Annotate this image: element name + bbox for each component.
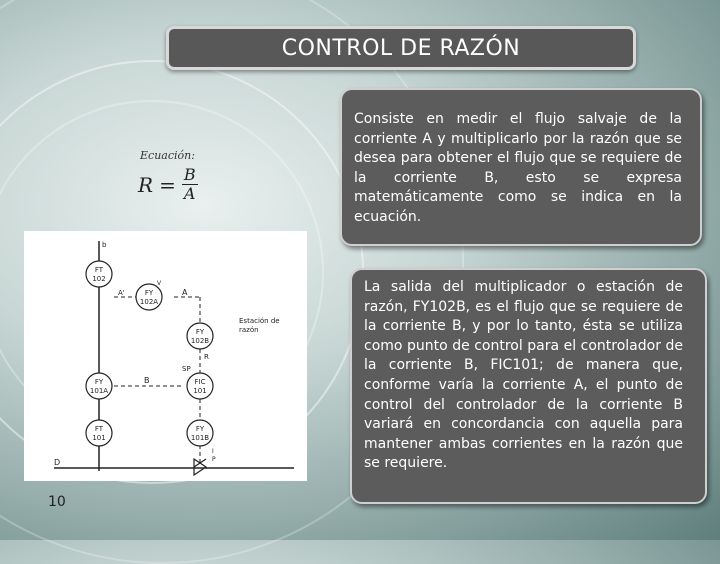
label-b: B <box>144 376 150 385</box>
label-b-small: b <box>102 241 107 249</box>
instrument-tag: FY <box>94 378 104 386</box>
instrument-tag: FY <box>144 289 154 297</box>
label-v: V <box>157 280 162 287</box>
instrument-num: 102A <box>139 298 159 306</box>
equation-operator: = <box>159 172 176 197</box>
description-text-1: Consiste en medir el flujo salvaje de la corriente A y multiplicarlo por la razón que se desea para obtener el flujo que se requiere de la corriente B, esto se expresa matemáticamente como se indica en la ecuación. <box>354 111 682 225</box>
instrument-num: 101A <box>89 387 109 395</box>
equation-numerator: B <box>183 165 196 184</box>
ft102-bubble <box>86 261 112 287</box>
instrument-tag: FY <box>195 328 205 336</box>
label-i: I <box>212 448 214 455</box>
station-label-2: razón <box>239 326 259 334</box>
equation-label: Ecuación: <box>140 149 195 162</box>
fy102a-bubble <box>136 284 162 310</box>
instrument-num: 101 <box>92 434 106 442</box>
description-box-1 <box>340 88 702 246</box>
slide-title-text: CONTROL DE RAZÓN <box>281 35 521 61</box>
label-r: R <box>204 353 209 361</box>
description-text-2: La salida del multiplicador o estación de razón, FY102B, es el flujo que se requiere de la corriente B, y por lo tanto, ésta se utiliza como punto de control para el controlador de la corriente B, FIC101; de manera que, conforme varía la corriente A, el punto de control del controlador de la corriente B variará en concordancia con aquella para mantener ambas corrientes en la razón que se requiere. <box>364 279 683 472</box>
instrument-num: 102 <box>92 275 106 283</box>
description-box-2 <box>350 268 707 504</box>
equation-denominator: A <box>183 184 196 203</box>
fy101b-bubble <box>187 420 213 446</box>
ratio-control-diagram <box>24 231 307 481</box>
instrument-tag: FIC <box>194 378 206 386</box>
label-a-prime: A' <box>118 289 125 297</box>
instrument-num: 101B <box>190 434 210 442</box>
fic101-bubble <box>187 373 213 399</box>
fy102b-bubble <box>187 323 213 349</box>
slide-title <box>166 26 636 70</box>
instrument-tag: FY <box>195 425 205 433</box>
slide-number: 10 <box>48 494 66 510</box>
station-label-1: Estación de <box>239 317 280 325</box>
label-sp: SP <box>182 365 191 373</box>
equation-fraction <box>182 166 198 203</box>
label-d: D <box>54 458 61 467</box>
fy101a-bubble <box>86 373 112 399</box>
instrument-num: 101 <box>193 387 207 395</box>
label-p: P <box>212 456 216 463</box>
ratio-equation <box>138 166 198 203</box>
diagram-svg <box>24 231 307 481</box>
instrument-tag: FT <box>94 425 104 433</box>
instrument-num: 102B <box>190 337 210 345</box>
equation-lhs: R <box>138 172 154 197</box>
ft101-bubble <box>86 420 112 446</box>
instrument-tag: FT <box>94 266 104 274</box>
label-a: A <box>182 288 188 297</box>
